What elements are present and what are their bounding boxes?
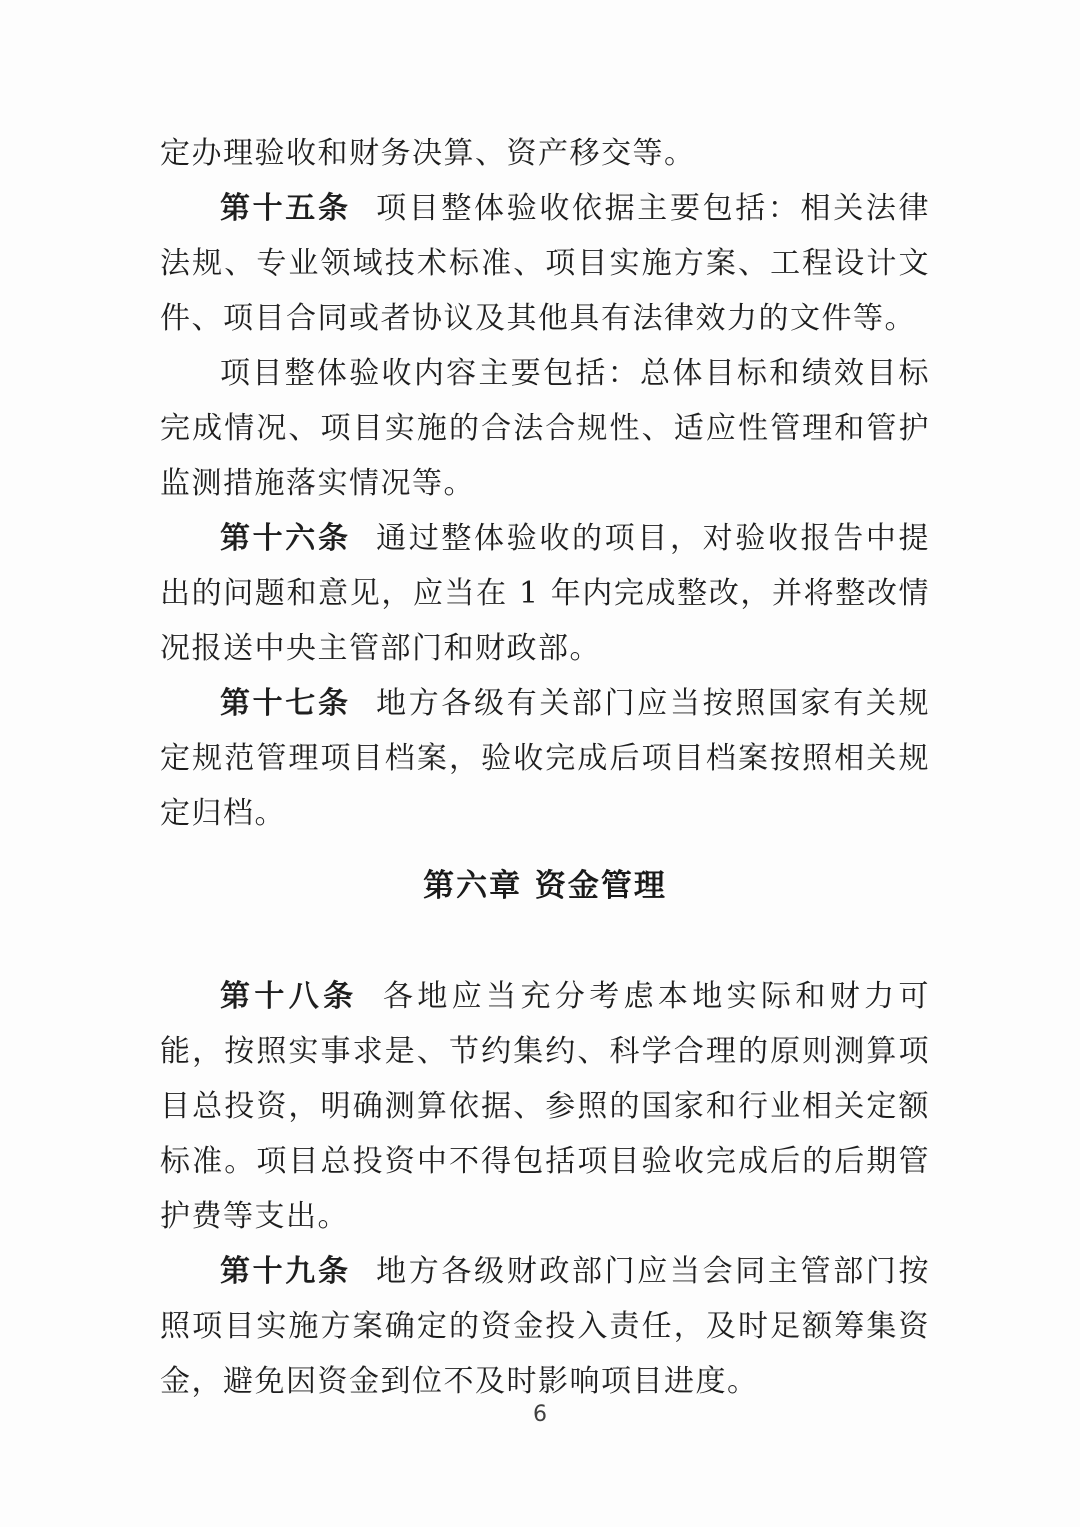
paragraph-text: 各地应当充分考虑本地实际和财力可能，按照实事求是、节约集约、科学合理的原则测算项目总投资，明确测算依据、参照的国家和行业相关定额标准。项目总投资中不得包括项目验收完成后的后期管护费等支出。 <box>160 979 931 1234</box>
paragraph-text: 地方各级财政部门应当会同主管部门按照项目实施方案确定的资金投入责任，及时足额筹集资金，避免因资金到位不及时影响项目进度。 <box>160 1254 931 1399</box>
page-number: 6 <box>533 1402 547 1427</box>
article-number: 第十五条 <box>220 191 351 226</box>
paragraph <box>160 676 930 841</box>
paragraph-text: 项目整体验收依据主要包括：相关法律法规、专业领域技术标准、项目实施方案、工程设计文件、项目合同或者协议及其他具有法律效力的文件等。 <box>160 191 931 336</box>
document-content <box>160 126 930 1409</box>
article-number: 第十六条 <box>220 521 351 556</box>
paragraph <box>160 511 930 676</box>
paragraph-text: 地方各级有关部门应当按照国家有关规定规范管理项目档案，验收完成后项目档案按照相关规定归档。 <box>160 686 931 831</box>
article-number: 第十九条 <box>220 1254 351 1289</box>
article-number: 第十八条 <box>220 979 358 1014</box>
paragraph: 定办理验收和财务决算、资产移交等。 <box>160 136 696 171</box>
paragraph <box>160 181 930 346</box>
paragraph <box>160 1244 930 1409</box>
paragraph <box>160 969 930 1244</box>
paragraph-text: 通过整体验收的项目，对验收报告中提出的问题和意见，应当在 1 年内完成整改，并将整改情况报送中央主管部门和财政部。 <box>160 521 931 666</box>
paragraph: 项目整体验收内容主要包括：总体目标和绩效目标完成情况、项目实施的合法合规性、适应性管理和管护监测措施落实情况等。 <box>160 356 930 501</box>
article-number: 第十七条 <box>220 686 351 721</box>
chapter-heading: 第六章 资金管理 <box>423 868 667 904</box>
